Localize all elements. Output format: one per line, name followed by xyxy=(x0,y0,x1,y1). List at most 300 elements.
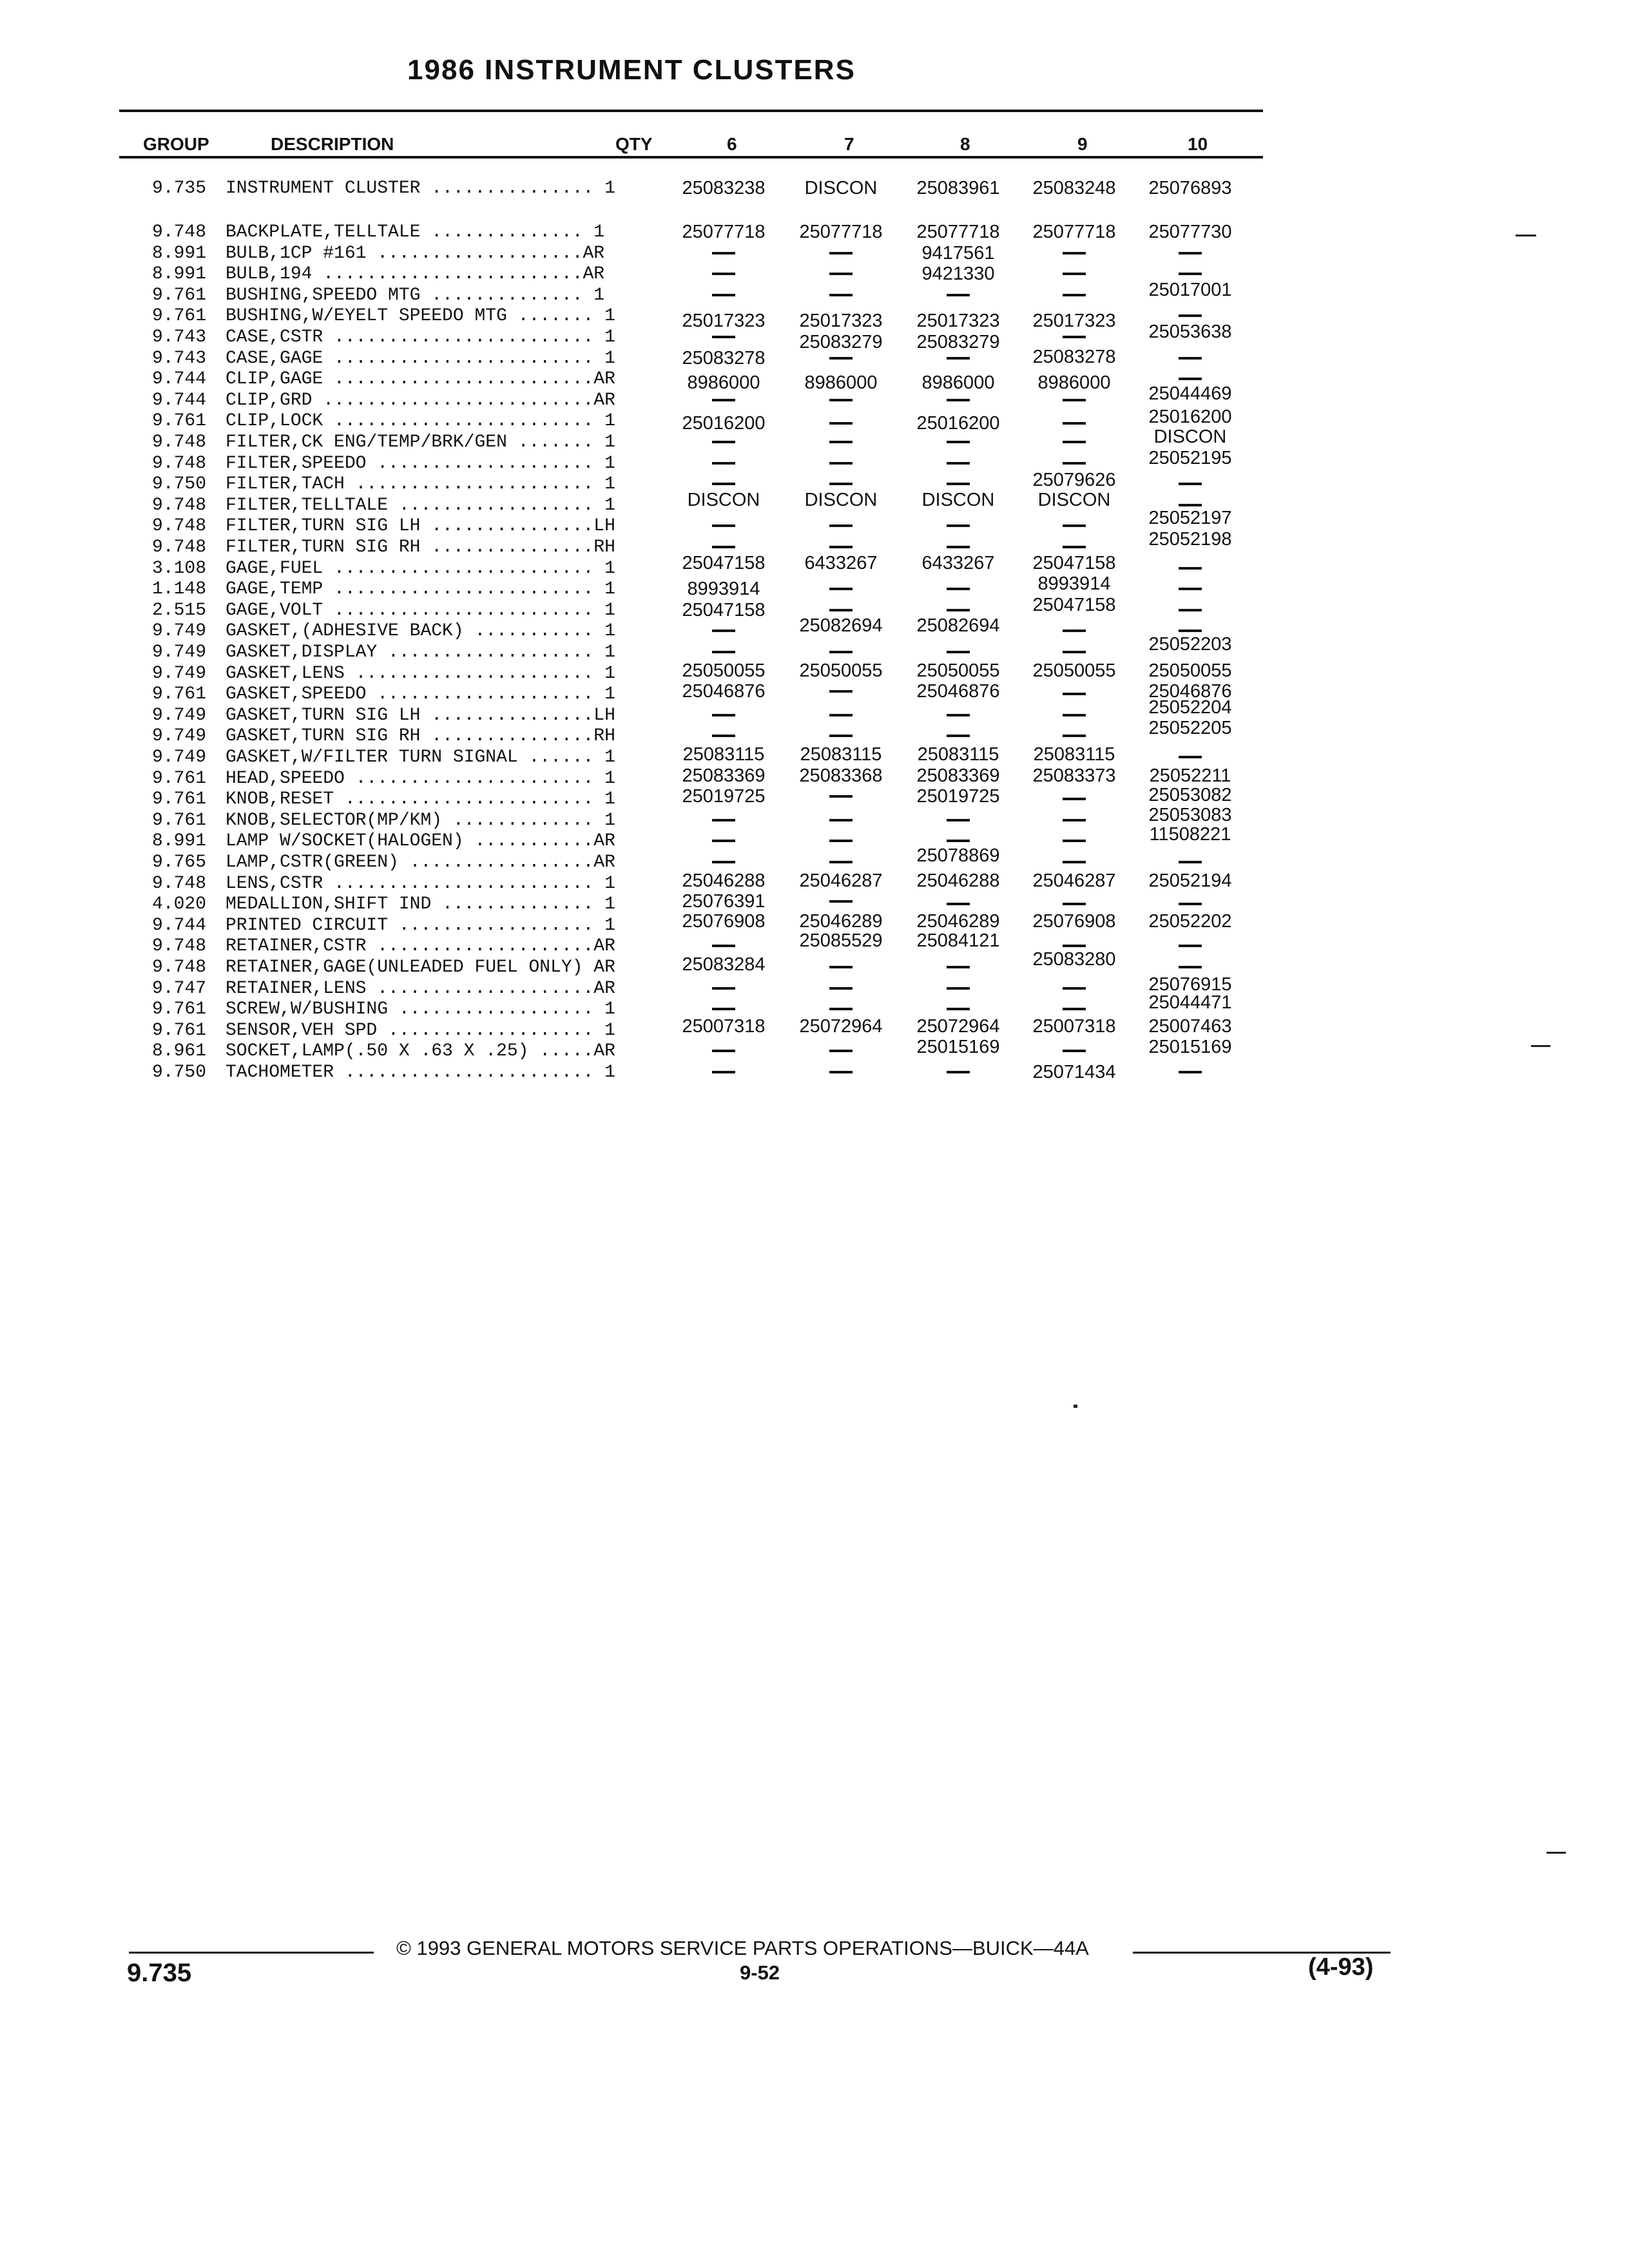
part-description: FILTER,TURN SIG LH ...............LH xyxy=(226,516,615,537)
margin-mark xyxy=(1531,1045,1550,1047)
group-number: 8.961 xyxy=(151,1041,206,1062)
not-applicable-dash xyxy=(1063,714,1086,716)
not-applicable-dash xyxy=(829,987,853,990)
group-number: 9.748 xyxy=(151,537,206,557)
group-number: 9.744 xyxy=(151,369,206,390)
not-applicable-dash xyxy=(829,462,853,465)
table-row xyxy=(0,974,1263,999)
not-applicable-dash xyxy=(712,336,735,338)
group-number: 9.748 xyxy=(151,495,206,515)
group-number: 9.761 xyxy=(151,999,206,1020)
part-number-c10: 25052211 xyxy=(1149,765,1231,786)
not-applicable-dash xyxy=(947,903,970,905)
table-row xyxy=(0,178,1263,199)
not-applicable-dash xyxy=(712,399,735,401)
not-applicable-dash xyxy=(712,819,735,822)
not-applicable-dash xyxy=(829,819,853,822)
table-row xyxy=(0,660,1263,684)
part-number-c10: 25046876 xyxy=(1148,681,1232,702)
footer-page-number: 9-52 xyxy=(740,1961,780,1984)
not-applicable-dash xyxy=(712,441,735,443)
group-number: 9.761 xyxy=(151,1020,206,1041)
not-applicable-dash xyxy=(1179,903,1202,905)
part-number-c8: 25046876 xyxy=(916,681,1000,702)
footer-rule-left xyxy=(129,1952,374,1954)
header-group: GROUP xyxy=(143,134,209,154)
not-applicable-dash xyxy=(1179,588,1202,590)
part-number-c7: 25046287 xyxy=(799,870,883,891)
not-applicable-dash xyxy=(1179,966,1202,968)
part-number-c9: 25071434 xyxy=(1032,1062,1116,1082)
not-applicable-dash xyxy=(1063,441,1086,443)
part-description: GASKET,W/FILTER TURN SIGNAL ...... 1 xyxy=(226,747,615,767)
group-number: 8.991 xyxy=(151,264,206,285)
part-number-c6: 25047158 xyxy=(682,599,766,620)
part-number-c7: 25085529 xyxy=(799,930,883,952)
group-number: 9.748 xyxy=(151,873,206,894)
part-number-c10: 11508221 xyxy=(1149,824,1231,845)
part-number-c10: 25052204 xyxy=(1148,697,1232,718)
not-applicable-dash xyxy=(829,357,853,360)
part-number-c7: 25083115 xyxy=(800,744,882,765)
part-number-c10: 25052203 xyxy=(1148,634,1232,655)
footer-group-ref: 9.735 xyxy=(127,1959,192,1987)
group-number: 9.749 xyxy=(151,663,206,684)
part-number-c8: 25015169 xyxy=(916,1037,1000,1058)
table-row xyxy=(0,697,1263,726)
group-number: 9.749 xyxy=(151,642,206,662)
part-number-c6: 25046876 xyxy=(682,681,766,702)
table-row xyxy=(0,1037,1263,1062)
table-row xyxy=(0,681,1263,705)
part-number-c10: 25076893 xyxy=(1148,178,1232,198)
part-description: TACHOMETER ....................... 1 xyxy=(226,1062,615,1082)
not-applicable-dash xyxy=(712,840,735,842)
not-applicable-dash xyxy=(1063,1008,1086,1010)
part-description: FILTER,CK ENG/TEMP/BRK/GEN ....... 1 xyxy=(226,432,615,452)
part-description: SENSOR,VEH SPD ................... 1 xyxy=(226,1020,615,1041)
table-row xyxy=(0,407,1263,434)
group-number: 9.761 xyxy=(151,285,206,305)
part-number-c8: 25083369 xyxy=(916,765,1000,786)
part-description: SOCKET,LAMP(.50 X .63 X .25) .....AR xyxy=(226,1041,615,1062)
not-applicable-dash xyxy=(1063,629,1086,632)
part-number-c8: 25050055 xyxy=(916,660,1000,681)
group-number: 9.749 xyxy=(151,705,206,726)
group-number: 9.748 xyxy=(151,516,206,537)
not-applicable-dash xyxy=(829,588,853,590)
part-description: BULB,1CP #161 ...................AR xyxy=(226,243,605,264)
part-description: GASKET,TURN SIG RH ...............RH xyxy=(226,726,615,747)
table-row xyxy=(0,594,1263,621)
not-applicable-dash xyxy=(829,966,853,968)
part-description: FILTER,TACH ...................... 1 xyxy=(226,474,615,495)
group-number: 9.750 xyxy=(151,474,206,495)
group-number: 9.749 xyxy=(151,726,206,747)
not-applicable-dash xyxy=(947,294,970,296)
part-number-c6: 25050055 xyxy=(682,660,766,681)
part-number-c9: 25007318 xyxy=(1032,1015,1116,1037)
not-applicable-dash xyxy=(1179,357,1202,360)
part-number-c8: 25019725 xyxy=(916,786,1000,807)
part-description: BULB,194 ........................AR xyxy=(226,264,605,285)
not-applicable-dash xyxy=(1063,987,1086,990)
part-description: GASKET,(ADHESIVE BACK) ........... 1 xyxy=(226,621,615,642)
header-col-10: 10 xyxy=(1188,134,1208,154)
part-description: CASE,CSTR ........................ 1 xyxy=(226,327,615,347)
part-number-c6: 25017323 xyxy=(682,311,766,332)
part-number-c10: 25052194 xyxy=(1148,870,1232,891)
part-number-c9: 25077718 xyxy=(1032,222,1116,242)
not-applicable-dash xyxy=(947,966,970,968)
part-number-c10: 25017001 xyxy=(1148,279,1232,300)
part-number-c8: 25017323 xyxy=(916,311,1000,332)
not-applicable-dash xyxy=(1179,629,1202,632)
not-applicable-dash xyxy=(1063,294,1086,296)
part-number-c8: 6433267 xyxy=(921,552,995,573)
margin-mark xyxy=(1547,1852,1566,1854)
group-number: 9.748 xyxy=(151,432,206,452)
not-applicable-dash xyxy=(1179,378,1202,380)
part-number-c8: 25082694 xyxy=(916,615,1000,637)
group-number: 8.991 xyxy=(151,243,206,264)
part-number-c6: 25076908 xyxy=(682,910,766,932)
part-description: KNOB,RESET ....................... 1 xyxy=(226,789,615,810)
not-applicable-dash xyxy=(1063,524,1086,527)
group-number: 9.748 xyxy=(151,957,206,977)
not-applicable-dash xyxy=(947,441,970,443)
not-applicable-dash xyxy=(712,483,735,485)
group-number: 9.761 xyxy=(151,411,206,432)
part-description: CASE,GAGE ........................ 1 xyxy=(226,348,615,369)
part-number-c6: 25083115 xyxy=(682,744,765,765)
not-applicable-dash xyxy=(712,546,735,548)
part-number-c9: 25076908 xyxy=(1032,910,1116,932)
group-number: 4.020 xyxy=(151,894,206,915)
part-number-c9: 25079626 xyxy=(1032,470,1116,491)
part-description: CLIP,GRD .........................AR xyxy=(226,390,615,410)
table-row xyxy=(0,427,1263,453)
part-description: LAMP W/SOCKET(HALOGEN) ...........AR xyxy=(226,831,615,852)
group-number: 1.148 xyxy=(151,579,206,600)
not-applicable-dash xyxy=(829,609,853,611)
table-row xyxy=(0,322,1263,352)
not-applicable-dash xyxy=(947,609,970,611)
not-applicable-dash xyxy=(1179,483,1202,485)
not-applicable-dash xyxy=(829,483,853,485)
not-applicable-dash xyxy=(947,588,970,590)
part-number-c6: 25076391 xyxy=(682,891,766,912)
header-col-7: 7 xyxy=(844,134,854,154)
not-applicable-dash xyxy=(1179,756,1202,758)
table-row xyxy=(0,785,1263,810)
part-number-c7: 25077718 xyxy=(799,222,883,242)
group-number: 9.761 xyxy=(151,768,206,789)
not-applicable-dash xyxy=(1063,546,1086,548)
part-number-c10: 25007463 xyxy=(1148,1015,1232,1037)
part-description: MEDALLION,SHIFT IND .............. 1 xyxy=(226,894,615,915)
part-description: RETAINER,LENS ....................AR xyxy=(226,978,615,999)
not-applicable-dash xyxy=(1063,798,1086,800)
part-number-c6: DISCON xyxy=(687,489,760,510)
part-number-c7: 25083368 xyxy=(799,765,883,786)
table-row xyxy=(0,949,1263,978)
part-number-c6: 25077718 xyxy=(682,222,766,242)
part-number-c10: 25052198 xyxy=(1148,529,1232,550)
part-description: BUSHING,SPEEDO MTG .............. 1 xyxy=(226,285,605,305)
not-applicable-dash xyxy=(1063,252,1086,255)
part-number-c6: 8993914 xyxy=(687,579,760,600)
part-number-c8: 25084121 xyxy=(916,930,1000,952)
header-col-9: 9 xyxy=(1077,134,1088,154)
part-description: PRINTED CIRCUIT .................. 1 xyxy=(226,915,615,936)
group-number: 9.744 xyxy=(151,915,206,936)
not-applicable-dash xyxy=(829,735,853,737)
group-number: 9.743 xyxy=(151,348,206,369)
not-applicable-dash xyxy=(1179,609,1202,611)
group-number: 9.761 xyxy=(151,306,206,327)
part-number-c9: DISCON xyxy=(1037,489,1111,510)
not-applicable-dash xyxy=(1063,651,1086,653)
part-description: FILTER,TURN SIG RH ...............RH xyxy=(226,537,615,557)
part-description: LENS,CSTR ........................ 1 xyxy=(226,873,615,894)
part-number-c10: 25052202 xyxy=(1148,910,1232,932)
part-number-c7: 25072964 xyxy=(799,1015,883,1037)
part-number-c8: 25046289 xyxy=(916,910,1000,932)
part-number-c10: 25044469 xyxy=(1148,383,1232,404)
not-applicable-dash xyxy=(712,1008,735,1010)
not-applicable-dash xyxy=(712,735,735,737)
part-number-c7: 25050055 xyxy=(799,660,883,681)
table-row xyxy=(0,508,1263,537)
part-number-c9: 25083115 xyxy=(1033,744,1115,765)
part-number-c10: 25052195 xyxy=(1148,447,1232,468)
part-number-c10: 25077730 xyxy=(1148,222,1232,242)
part-description: INSTRUMENT CLUSTER ............... 1 xyxy=(226,178,615,198)
not-applicable-dash xyxy=(1063,819,1086,822)
part-number-c8: DISCON xyxy=(921,489,995,510)
not-applicable-dash xyxy=(947,840,970,842)
header-description: DESCRIPTION xyxy=(271,134,394,154)
part-description: CLIP,GAGE ........................AR xyxy=(226,369,615,390)
part-number-c10: 25050055 xyxy=(1148,660,1232,681)
not-applicable-dash xyxy=(1179,252,1202,255)
group-number: 3.108 xyxy=(151,558,206,579)
table-row xyxy=(0,243,1263,264)
margin-mark xyxy=(1074,1405,1077,1408)
footer-date-code: (4-93) xyxy=(1308,1954,1374,1981)
not-applicable-dash xyxy=(1179,945,1202,947)
part-description: GASKET,LENS ...................... 1 xyxy=(226,663,615,684)
part-number-c6: 25083369 xyxy=(682,765,766,786)
not-applicable-dash xyxy=(712,273,735,275)
group-number: 2.515 xyxy=(151,600,206,620)
not-applicable-dash xyxy=(947,1008,970,1010)
not-applicable-dash xyxy=(1063,422,1086,425)
footer-copyright: © 1993 GENERAL MOTORS SERVICE PARTS OPERATIONS—BUICK—44A xyxy=(396,1937,1089,1959)
not-applicable-dash xyxy=(712,861,735,863)
not-applicable-dash xyxy=(712,252,735,255)
group-number: 9.743 xyxy=(151,327,206,347)
part-description: GASKET,DISPLAY ................... 1 xyxy=(226,642,615,662)
not-applicable-dash xyxy=(712,987,735,990)
not-applicable-dash xyxy=(829,1008,853,1010)
not-applicable-dash xyxy=(829,399,853,401)
part-number-c6: 25083278 xyxy=(682,347,766,369)
not-applicable-dash xyxy=(947,546,970,548)
not-applicable-dash xyxy=(829,422,853,425)
part-description: GAGE,VOLT ........................ 1 xyxy=(226,600,615,620)
not-applicable-dash xyxy=(1179,1071,1202,1073)
part-number-c9: 8986000 xyxy=(1037,372,1111,394)
part-number-c9: 25083373 xyxy=(1032,765,1116,786)
part-number-c7: 6433267 xyxy=(804,552,878,573)
margin-mark xyxy=(1516,235,1536,236)
not-applicable-dash xyxy=(947,462,970,465)
part-number-c8: 25083279 xyxy=(916,332,1000,352)
not-applicable-dash xyxy=(829,441,853,443)
not-applicable-dash xyxy=(1179,504,1202,506)
part-number-c8: 25083115 xyxy=(917,744,999,765)
part-number-c10: 25053082 xyxy=(1148,785,1232,806)
not-applicable-dash xyxy=(1179,314,1202,317)
part-number-c6: 25083238 xyxy=(682,178,766,198)
table-row xyxy=(0,279,1263,306)
part-description: FILTER,SPEEDO .................... 1 xyxy=(226,453,615,474)
part-number-c6: 25007318 xyxy=(682,1015,766,1037)
group-number: 9.747 xyxy=(151,978,206,999)
header-qty: QTY xyxy=(615,134,653,154)
not-applicable-dash xyxy=(712,1071,735,1073)
header-col-8: 8 xyxy=(960,134,970,154)
part-number-c7: 25082694 xyxy=(799,615,883,637)
part-number-c8: 25072964 xyxy=(916,1015,1000,1037)
group-number: 9.735 xyxy=(151,178,206,198)
not-applicable-dash xyxy=(1179,273,1202,275)
group-number: 9.748 xyxy=(151,222,206,242)
group-number: 9.744 xyxy=(151,390,206,410)
header-top-rule xyxy=(119,110,1263,112)
not-applicable-dash xyxy=(947,651,970,653)
page-title: 1986 INSTRUMENT CLUSTERS xyxy=(407,54,856,86)
not-applicable-dash xyxy=(1063,1050,1086,1052)
part-number-c9: 25017323 xyxy=(1032,311,1116,332)
part-number-c10: 25053083 xyxy=(1148,804,1232,825)
part-number-c9: 25083280 xyxy=(1032,949,1116,970)
not-applicable-dash xyxy=(829,1071,853,1073)
table-row xyxy=(0,1015,1263,1041)
part-number-c8: 8986000 xyxy=(921,372,995,394)
part-number-c7: DISCON xyxy=(804,489,878,510)
part-number-c8: 25083961 xyxy=(916,178,1000,198)
group-number: 9.749 xyxy=(151,747,206,767)
not-applicable-dash xyxy=(829,795,853,798)
not-applicable-dash xyxy=(829,273,853,275)
not-applicable-dash xyxy=(947,819,970,822)
part-number-c10: 25052205 xyxy=(1148,718,1232,739)
part-number-c8: 25077718 xyxy=(916,222,1000,242)
part-description: CLIP,LOCK ........................ 1 xyxy=(226,411,615,432)
not-applicable-dash xyxy=(829,651,853,653)
table-row xyxy=(0,765,1263,789)
part-number-c9: 8993914 xyxy=(1037,573,1111,595)
part-number-c10: 25052197 xyxy=(1148,508,1232,529)
not-applicable-dash xyxy=(829,714,853,716)
not-applicable-dash xyxy=(1063,462,1086,465)
not-applicable-dash xyxy=(829,861,853,863)
not-applicable-dash xyxy=(1063,840,1086,842)
not-applicable-dash xyxy=(947,1071,970,1073)
part-number-c7: 25046289 xyxy=(799,910,883,932)
part-number-c8: 25016200 xyxy=(916,413,1000,434)
not-applicable-dash xyxy=(829,900,853,903)
not-applicable-dash xyxy=(829,524,853,527)
group-number: 9.748 xyxy=(151,936,206,957)
group-number: 9.765 xyxy=(151,852,206,872)
not-applicable-dash xyxy=(712,524,735,527)
not-applicable-dash xyxy=(1063,399,1086,401)
not-applicable-dash xyxy=(829,546,853,548)
not-applicable-dash xyxy=(1063,735,1086,737)
not-applicable-dash xyxy=(712,1050,735,1052)
part-description: FILTER,TELLTALE .................. 1 xyxy=(226,495,615,515)
table-row xyxy=(0,264,1263,285)
part-number-c8: 9417561 xyxy=(921,242,995,264)
not-applicable-dash xyxy=(947,735,970,737)
not-applicable-dash xyxy=(712,462,735,465)
not-applicable-dash xyxy=(1063,945,1086,947)
group-number: 9.761 xyxy=(151,684,206,705)
table-row xyxy=(0,348,1263,369)
part-number-c7: 8986000 xyxy=(804,372,878,394)
not-applicable-dash xyxy=(947,357,970,360)
part-number-c7: 25017323 xyxy=(799,311,883,332)
not-applicable-dash xyxy=(712,651,735,653)
not-applicable-dash xyxy=(829,294,853,296)
part-number-c6: 25016200 xyxy=(682,413,766,434)
not-applicable-dash xyxy=(1179,567,1202,570)
table-row xyxy=(0,615,1263,642)
not-applicable-dash xyxy=(947,987,970,990)
part-number-c10: 25015169 xyxy=(1148,1037,1232,1058)
part-description: BUSHING,W/EYELT SPEEDO MTG ....... 1 xyxy=(226,306,615,327)
table-row xyxy=(0,804,1263,831)
part-description: GAGE,TEMP ........................ 1 xyxy=(226,579,615,600)
part-description: GASKET,TURN SIG LH ...............LH xyxy=(226,705,615,726)
part-number-c7: DISCON xyxy=(804,178,878,198)
not-applicable-dash xyxy=(712,294,735,296)
part-number-c6: 8986000 xyxy=(687,372,760,394)
not-applicable-dash xyxy=(1179,861,1202,863)
part-description: GASKET,SPEEDO .................... 1 xyxy=(226,684,615,705)
group-number: 9.748 xyxy=(151,453,206,474)
group-number: 9.761 xyxy=(151,810,206,831)
part-description: GAGE,FUEL ........................ 1 xyxy=(226,558,615,579)
part-number-c9: 25083248 xyxy=(1032,178,1116,198)
not-applicable-dash xyxy=(712,629,735,632)
not-applicable-dash xyxy=(947,714,970,716)
group-number: 9.761 xyxy=(151,789,206,810)
part-description: BACKPLATE,TELLTALE .............. 1 xyxy=(226,222,605,242)
group-number: 8.991 xyxy=(151,831,206,852)
group-number: 9.749 xyxy=(151,621,206,642)
not-applicable-dash xyxy=(1063,903,1086,905)
part-number-c10: 25076915 xyxy=(1148,974,1232,995)
part-description: LAMP,CSTR(GREEN) .................AR xyxy=(226,852,615,872)
part-number-c7: 25083279 xyxy=(799,332,883,352)
not-applicable-dash xyxy=(947,399,970,401)
group-number: 9.750 xyxy=(151,1062,206,1082)
